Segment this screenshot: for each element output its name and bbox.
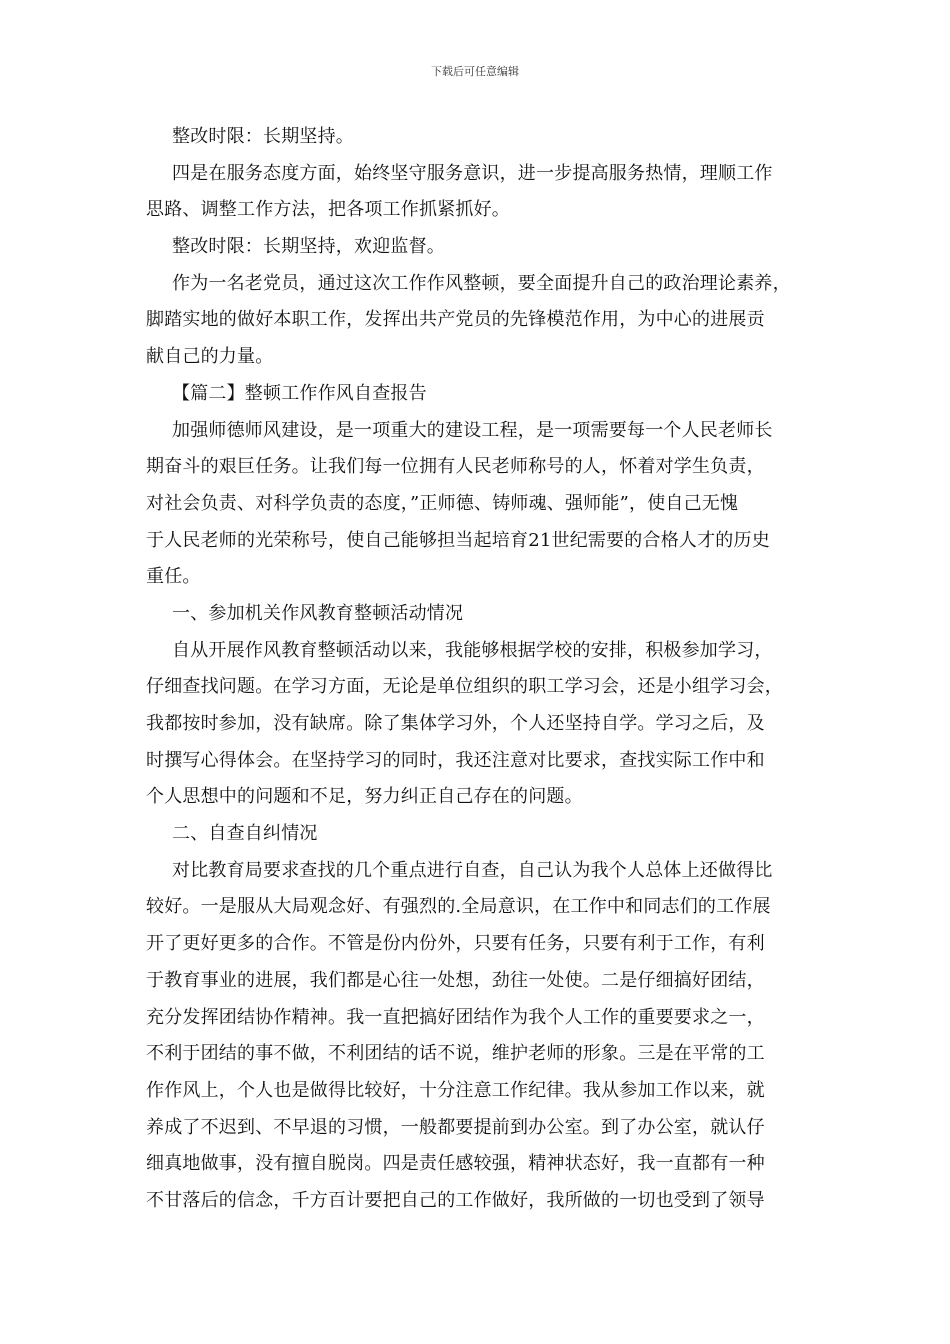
- text-line: 个人思想中的问题和不足，努力纠正自己存在的问题。: [146, 786, 583, 808]
- text-line: 思路、调整工作方法，把各项工作抓紧抓好。: [146, 199, 510, 221]
- text-line: 开了更好更多的合作。不管是份内份外，只要有任务，只要有利于工作，有利: [146, 933, 765, 955]
- text-line: 充分发挥团结协作精神。我一直把搞好团结作为我个人工作的重要要求之一，: [146, 1006, 765, 1028]
- text-line: 于教育事业的进展，我们都是心往一处想，劲往一处使。二是仔细搞好团结，: [146, 969, 765, 991]
- text-line: 自从开展作风教育整顿活动以来，我能够根据学校的安排，积极参加学习，: [172, 639, 773, 661]
- text-line: 一、参加机关作风教育整顿活动情况: [172, 602, 464, 624]
- text-line: 作作风上，个人也是做得比较好，十分注意工作纪律。我从参加工作以来，就: [146, 1079, 765, 1101]
- text-line: 【篇二】整顿工作作风自查报告: [172, 382, 427, 404]
- text-line: 脚踏实地的做好本职工作，发挥出共产党员的先锋模范作用，为中心的进展贡: [146, 309, 765, 331]
- text-line: 仔细查找问题。在学习方面，无论是单位组织的职工学习会，还是小组学习会，: [146, 676, 783, 698]
- text-line: 较好。一是服从大局观念好、有强烈的.全局意识，在工作中和同志们的工作展: [146, 896, 771, 918]
- text-line: 细真地做事，没有擅自脱岗。四是责任感较强，精神状态好，我一直都有一种: [146, 1153, 765, 1175]
- text-line: 重任。: [146, 566, 201, 588]
- text-line: 作为一名老党员，通过这次工作作风整顿，要全面提升自己的政治理论素养，: [172, 272, 791, 294]
- page-header-note: 下载后可任意编辑: [431, 65, 519, 78]
- text-line: 对比教育局要求查找的几个重点进行自查，自己认为我个人总体上还做得比: [172, 859, 773, 881]
- text-line: 于人民老师的光荣称号，使自己能够担当起培育21世纪需要的合格人才的历史: [146, 529, 770, 551]
- text-line: 对社会负责、对科学负责的态度，”正师德、铸师魂、强师能”，使自己无愧: [146, 492, 739, 514]
- text-line: 四是在服务态度方面，始终坚守服务意识，进一步提高服务热情，理顺工作: [172, 162, 773, 184]
- text-line: 不利于团结的事不做，不利团结的话不说，维护老师的形象。三是在平常的工: [146, 1043, 765, 1065]
- text-line: 整改时限：长期坚持，欢迎监督。: [172, 236, 445, 258]
- text-line: 时撰写心得体会。在坚持学习的同时，我还注意对比要求，查找实际工作中和: [146, 749, 765, 771]
- text-line: 整改时限：长期坚持。: [172, 126, 354, 147]
- text-line: 期奋斗的艰巨任务。让我们每一位拥有人民老师称号的人，怀着对学生负责，: [146, 456, 765, 478]
- document-body: [146, 119, 826, 1220]
- text-line: 我都按时参加，没有缺席。除了集体学习外，个人还坚持自学。学习之后，及: [146, 713, 765, 734]
- text-line: 二、自查自纠情况: [172, 823, 318, 845]
- text-line: 不甘落后的信念，千方百计要把自己的工作做好，我所做的一切也受到了领导: [146, 1189, 765, 1211]
- text-line: 养成了不迟到、不早退的习惯，一般都要提前到办公室。到了办公室，就认仔: [146, 1116, 765, 1138]
- text-line: 献自己的力量。: [146, 346, 274, 368]
- text-line: 加强师德师风建设，是一项重大的建设工程，是一项需要每一个人民老师长: [172, 419, 773, 441]
